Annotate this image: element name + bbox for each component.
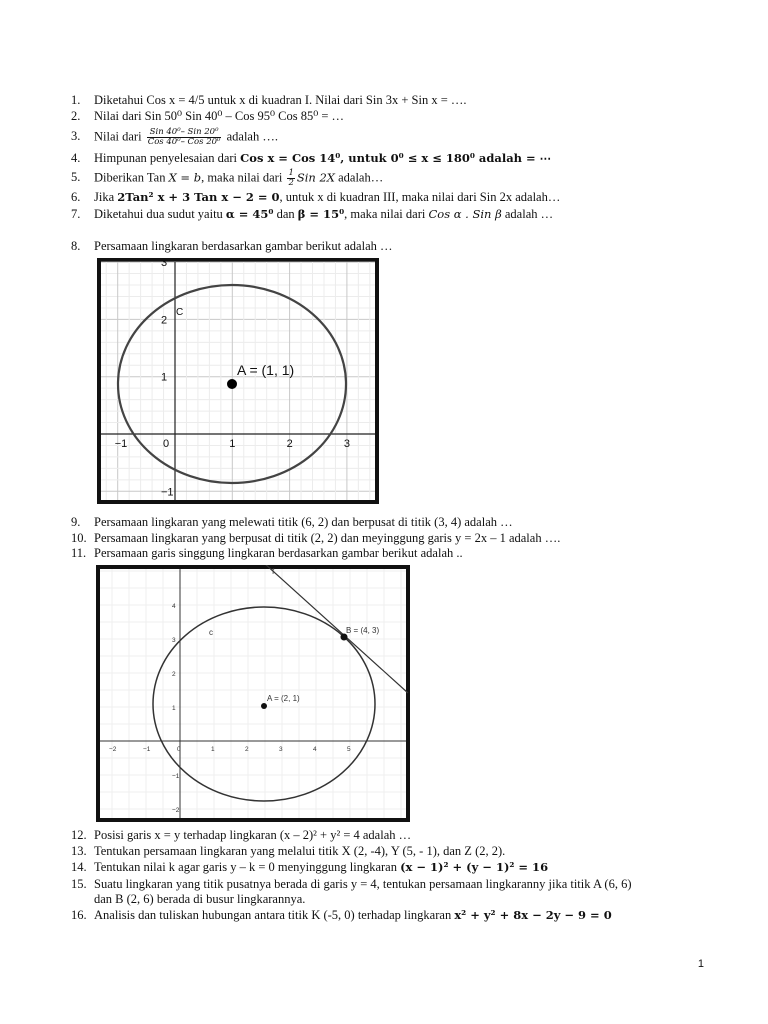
circle-figure-1 — [97, 258, 379, 504]
question-number: 7. — [71, 207, 81, 221]
x-tick-label: 2 — [286, 438, 293, 450]
figure-2-canvas — [96, 565, 410, 822]
question-number: 14. — [71, 860, 87, 874]
circle-label: C — [176, 307, 184, 318]
question-7 — [71, 207, 553, 222]
question-number: 5. — [71, 170, 81, 185]
x-tick-label: 0 — [177, 746, 181, 753]
question-text: Suatu lingkaran yang titik pusatnya berada di garis y = 4, tentukan persamaan lingkaranny jika titik A (6, 6) — [94, 877, 632, 891]
question-5 — [71, 169, 383, 188]
question-12 — [71, 828, 411, 843]
fraction — [287, 169, 294, 188]
question-text: , maka nilai dari — [201, 170, 286, 185]
y-tick-label: 1 — [161, 371, 168, 384]
x-tick-label: 1 — [211, 746, 215, 753]
question-text-tail: , untuk x di kuadran III, maka nilai dari Sin 2x adalah… — [279, 190, 561, 204]
point-b-label: B = (4, 3) — [346, 626, 380, 635]
point-a-label: A = (2, 1) — [267, 694, 300, 703]
question-4 — [71, 151, 551, 166]
y-tick-label: 3 — [161, 258, 168, 270]
question-text: Tentukan nilai k agar garis y – k = 0 menyinggung lingkaran — [94, 860, 401, 874]
line-label: f — [272, 567, 275, 576]
question-number: 3. — [71, 129, 81, 144]
x-tick-label: 3 — [279, 746, 283, 753]
y-tick-label: −2 — [172, 807, 180, 814]
question-text-tail: adalah …. — [223, 129, 278, 144]
question-text: Posisi garis x = y terhadap lingkaran (x – 2)² + y² = 4 adalah … — [94, 828, 412, 842]
y-tick-label: −1 — [172, 773, 180, 780]
question-number: 10. — [71, 531, 87, 545]
question-8 — [71, 239, 393, 254]
question-text-tail: adalah … — [501, 207, 554, 221]
question-number: 4. — [71, 151, 81, 165]
question-11 — [71, 546, 463, 561]
fraction — [147, 128, 222, 147]
math-expression: α = 45⁰ — [225, 207, 274, 221]
question-14 — [71, 860, 548, 875]
y-tick-label: 4 — [172, 603, 176, 610]
center-point-a — [227, 379, 237, 389]
center-point-a — [261, 703, 267, 709]
x-tick-label: −1 — [114, 438, 128, 450]
question-16 — [71, 908, 612, 923]
fraction-numerator: Sin 40⁰– Sin 20⁰ — [147, 128, 222, 138]
question-number: 16. — [71, 908, 87, 922]
question-text: Nilai dari Sin 50⁰ Sin 40⁰ – Cos 95⁰ Cos 85⁰ = … — [94, 109, 345, 123]
math-expression: (x − 1)² + (y − 1)² = 16 — [400, 860, 549, 874]
question-2 — [71, 109, 344, 124]
question-text: Jika — [94, 190, 118, 204]
fraction-numerator: 1 — [288, 168, 294, 178]
question-text: Diberikan Tan — [94, 170, 169, 185]
math-expression: Sin 2X — [296, 170, 335, 185]
question-number: 11. — [71, 546, 87, 560]
circle-label: c — [209, 628, 213, 637]
question-text: Persamaan garis singgung lingkaran berdasarkan gambar berikut adalah .. — [94, 546, 463, 560]
question-text: Himpunan penyelesaian dari — [94, 151, 241, 165]
question-text: Diketahui dua sudut yaitu — [94, 207, 226, 221]
question-9 — [71, 515, 513, 530]
figure-1-canvas — [97, 258, 379, 504]
question-number: 6. — [71, 190, 81, 204]
question-text: Persamaan lingkaran berdasarkan gambar berikut adalah … — [94, 239, 393, 253]
math-expression: X = b — [168, 170, 202, 185]
question-text: dan B (2, 6) berada di busur lingkarannya. — [94, 892, 306, 906]
math-expression: Cos α . Sin β — [428, 207, 502, 221]
page-number: 1 — [697, 958, 704, 970]
circle-figure-2 — [96, 565, 410, 822]
fraction-denominator: 2 — [288, 178, 294, 188]
math-expression: Cos x = Cos 14⁰, untuk 0⁰ ≤ x ≤ 180⁰ adalah = ⋯ — [240, 151, 552, 165]
question-number: 12. — [71, 828, 87, 842]
y-tick-label: −1 — [161, 486, 174, 499]
question-text: Nilai dari — [94, 129, 145, 144]
question-text: Analisis dan tuliskan hubungan antara titik K (-5, 0) terhadap lingkaran — [94, 908, 455, 922]
math-expression: 2Tan² x + 3 Tan x − 2 = 0 — [117, 190, 280, 204]
x-tick-label: 4 — [313, 746, 317, 753]
point-a-label: A = (1, 1) — [237, 362, 295, 378]
x-tick-label: 0 — [163, 438, 170, 450]
math-expression: β = 15⁰ — [297, 207, 345, 221]
question-13 — [71, 844, 505, 859]
question-3 — [71, 128, 278, 147]
question-15 — [71, 877, 631, 892]
x-tick-label: −1 — [143, 746, 151, 753]
question-text-tail: adalah… — [334, 170, 384, 185]
y-tick-label: 2 — [161, 314, 168, 327]
y-tick-label: 3 — [172, 637, 176, 644]
x-tick-label: −2 — [109, 746, 117, 753]
question-number: 13. — [71, 844, 87, 858]
question-number: 9. — [71, 515, 81, 529]
x-tick-label: 5 — [347, 746, 351, 753]
question-text: dan — [273, 207, 298, 221]
question-number: 1. — [71, 93, 81, 107]
question-text: , maka nilai dari — [344, 207, 429, 221]
x-tick-label: 2 — [245, 746, 249, 753]
question-15-continuation — [94, 892, 305, 907]
math-expression: x² + y² + 8x − 2y − 9 = 0 — [454, 908, 612, 922]
question-text: Diketahui Cos x = 4/5 untuk x di kuadran I. Nilai dari Sin 3x + Sin x = …. — [94, 93, 467, 107]
question-number: 8. — [71, 239, 81, 253]
question-text: Persamaan lingkaran yang berpusat di titik (2, 2) dan meyinggung garis y = 2x – 1 adalah …. — [94, 531, 561, 545]
x-tick-label: 3 — [343, 438, 351, 450]
fraction-denominator: Cos 40⁰– Cos 20⁰ — [147, 137, 221, 147]
question-number: 15. — [71, 877, 87, 891]
question-1 — [71, 93, 467, 108]
question-number: 2. — [71, 109, 81, 123]
y-tick-label: 2 — [172, 671, 176, 678]
question-10 — [71, 531, 560, 546]
question-text: Tentukan persamaan lingkaran yang melalui titik X (2, -4), Y (5, - 1), dan Z (2, 2). — [94, 844, 506, 858]
question-6 — [71, 190, 560, 205]
x-tick-label: 1 — [229, 438, 236, 450]
y-tick-label: 1 — [172, 705, 176, 712]
question-text: Persamaan lingkaran yang melewati titik (6, 2) dan berpusat di titik (3, 4) adalah … — [94, 515, 513, 529]
